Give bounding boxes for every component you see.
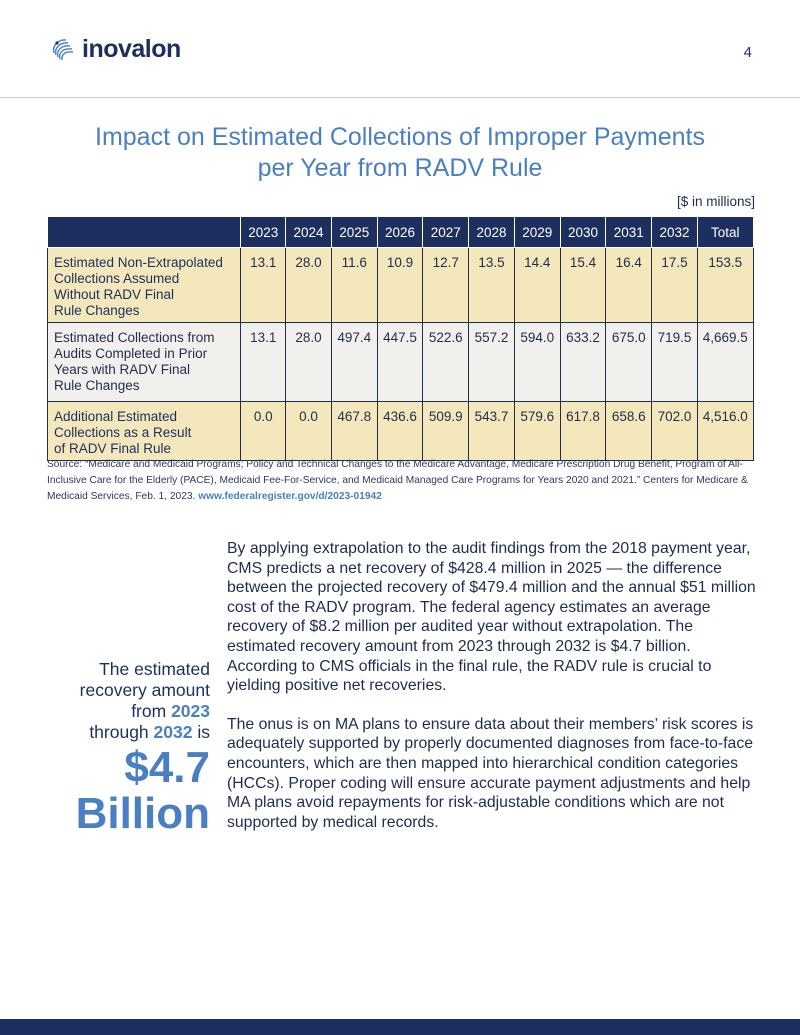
table-cell: 17.5 <box>652 248 697 323</box>
row-label-line: Estimated Collections from <box>54 330 215 345</box>
column-header: 2029 <box>514 217 560 248</box>
header-divider <box>0 97 800 98</box>
table-cell: 11.6 <box>331 248 377 323</box>
table-cell-total: 153.5 <box>697 248 753 323</box>
callout-amount: $4.7 <box>124 743 210 792</box>
callout-year-end: 2032 <box>153 722 193 742</box>
row-label-line: Rule Changes <box>54 378 140 393</box>
callout-line-1: The estimated <box>99 659 210 679</box>
table-cell-total: 4,669.5 <box>697 323 753 402</box>
row-label-line: Years with RADV Final <box>54 362 191 377</box>
column-header: 2028 <box>469 217 514 248</box>
table-cell: 12.7 <box>423 248 469 323</box>
row-label-line: Estimated Non-Extrapolated <box>54 255 223 270</box>
table-cell: 702.0 <box>652 402 697 461</box>
table-cell: 675.0 <box>606 323 652 402</box>
row-label <box>48 248 241 323</box>
row-label-line: Collections as a Result <box>54 425 192 440</box>
table-row <box>48 323 754 402</box>
column-header: 2032 <box>652 217 697 248</box>
units-note: [$ in millions] <box>676 194 755 209</box>
brand-name: inovalon <box>82 34 181 63</box>
pull-quote <box>40 659 210 837</box>
table-cell: 467.8 <box>331 402 377 461</box>
table-cell: 13.1 <box>241 248 286 323</box>
page-number: 4 <box>743 44 752 61</box>
column-header: 2030 <box>560 217 605 248</box>
table-cell: 14.4 <box>514 248 560 323</box>
page-header <box>0 0 800 97</box>
header-blank-cell <box>48 217 241 248</box>
row-label-line: Rule Changes <box>54 303 140 318</box>
column-header: 2026 <box>377 217 422 248</box>
table-cell: 10.9 <box>377 248 422 323</box>
row-label-line: Audits Completed in Prior <box>54 346 208 361</box>
column-header: Total <box>697 217 753 248</box>
table-cell: 719.5 <box>652 323 697 402</box>
callout-is: is <box>197 722 210 742</box>
table-cell: 0.0 <box>286 402 331 461</box>
paragraph: By applying extrapolation to the audit findings from the 2018 payment year, CMS predicts a net recovery of $428.4 million in 2025 — the difference between the projected recovery of $479.4 million and the annual $51 million cost of the RADV program. The federal agency estimates an average recovery of $8.2 million per audited year without extrapolation. The estimated recovery amount from 2023 through 2032 is $4.7 billion. According to CMS officials in the final rule, the RADV rule is crucial to yielding positive net recoveries. <box>227 540 756 695</box>
callout-line-4 <box>40 722 210 743</box>
table-cell: 633.2 <box>560 323 605 402</box>
table-cell: 447.5 <box>377 323 422 402</box>
table-cell: 579.6 <box>514 402 560 461</box>
table-cell: 557.2 <box>469 323 514 402</box>
callout-line-2: recovery amount <box>79 680 210 700</box>
table-cell: 617.8 <box>560 402 605 461</box>
row-label-line: Collections Assumed <box>54 271 180 286</box>
source-text: Source: “Medicare and Medicaid Programs; Policy and Technical Changes to the Medicare Advantage, Medicare Prescription Drug Benefit, Program of All-Inclusive Care for the Elderly (PACE), Medicaid Fee-For-Service, and Medicaid Managed Care Programs for Years 2020 and 2021.” Centers for Medicare & Medicaid Services, Feb. 1, 2023. <box>47 459 748 502</box>
table-row <box>48 248 754 323</box>
source-citation <box>47 457 757 505</box>
table-cell: 28.0 <box>286 323 331 402</box>
table-cell: 28.0 <box>286 248 331 323</box>
table-cell: 509.9 <box>423 402 469 461</box>
table-cell: 497.4 <box>331 323 377 402</box>
table-cell: 658.6 <box>606 402 652 461</box>
column-header: 2027 <box>423 217 469 248</box>
title-line-1: Impact on Estimated Collections of Improper Payments <box>95 123 705 151</box>
callout-year-start: 2023 <box>171 701 210 721</box>
table-cell-total: 4,516.0 <box>697 402 753 461</box>
column-header: 2024 <box>286 217 331 248</box>
column-header: 2023 <box>241 217 286 248</box>
column-header: 2025 <box>331 217 377 248</box>
table-cell: 436.6 <box>377 402 422 461</box>
body-text <box>227 539 757 851</box>
row-label <box>48 323 241 402</box>
table-cell: 15.4 <box>560 248 605 323</box>
row-label-line: Without RADV Final <box>54 287 175 302</box>
table-cell: 522.6 <box>423 323 469 402</box>
table-cell: 13.5 <box>469 248 514 323</box>
table-cell: 543.7 <box>469 402 514 461</box>
table-row <box>48 402 754 461</box>
table-header-row <box>48 217 754 248</box>
row-label-line: Additional Estimated <box>54 409 178 424</box>
inovalon-swirl-icon <box>48 34 78 64</box>
inovalon-logo[interactable] <box>48 34 181 64</box>
callout-amount-unit: Billion <box>75 789 210 838</box>
callout-line-3 <box>40 701 210 722</box>
paragraph: The onus is on MA plans to ensure data about their members’ risk scores is adequately supported by properly documented diagnoses from face-to-face encounters, which are then mapped into hierarchical condition categories (HCCs). Proper coding will ensure accurate payment adjustments and help MA plans avoid repayments for risk-adjustable conditions which are not supported by medical records. <box>227 715 754 831</box>
row-label-line: of RADV Final Rule <box>54 441 172 456</box>
collections-table <box>47 216 754 461</box>
table-cell: 13.1 <box>241 323 286 402</box>
table-cell: 16.4 <box>606 248 652 323</box>
title-line-2: per Year from RADV Rule <box>257 154 543 182</box>
source-link[interactable]: www.federalregister.gov/d/2023-01942 <box>198 491 382 502</box>
table-cell: 0.0 <box>241 402 286 461</box>
section-title <box>40 122 760 184</box>
callout-through: through <box>89 722 149 742</box>
row-label <box>48 402 241 461</box>
callout-from: from <box>131 701 167 721</box>
column-header: 2031 <box>606 217 652 248</box>
table-cell: 594.0 <box>514 323 560 402</box>
footer-bar <box>0 1019 800 1035</box>
